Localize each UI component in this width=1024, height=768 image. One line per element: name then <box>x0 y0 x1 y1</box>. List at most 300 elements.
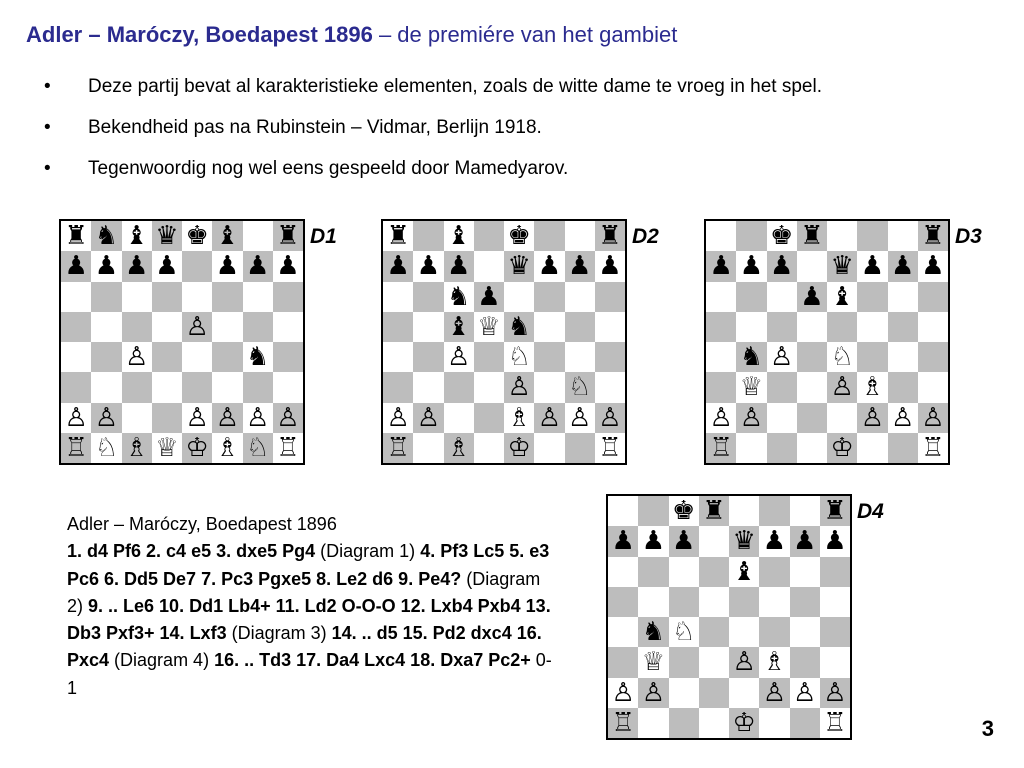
board-square <box>383 433 413 463</box>
board-square <box>638 647 668 677</box>
board-square <box>273 251 303 281</box>
board-square <box>444 342 474 372</box>
black-knight-icon: ♞ <box>94 221 119 252</box>
board-square <box>729 708 759 738</box>
board-square <box>122 433 152 463</box>
board-square <box>820 647 850 677</box>
bullet-item <box>44 76 822 98</box>
white-pawn-icon: ♙ <box>921 402 945 433</box>
board-square <box>918 372 948 402</box>
board-square <box>669 496 699 526</box>
board-square <box>827 221 857 251</box>
board-square <box>61 312 91 342</box>
board-square <box>91 251 121 281</box>
black-pawn-icon: ♟ <box>762 526 787 557</box>
board-square <box>918 433 948 463</box>
board-square <box>122 221 152 251</box>
white-pawn-icon: ♙ <box>276 402 300 433</box>
board-square <box>638 617 668 647</box>
board-square <box>474 282 504 312</box>
board-square <box>827 372 857 402</box>
board-square <box>736 251 766 281</box>
board-square <box>383 342 413 372</box>
black-pawn-icon: ♟ <box>416 251 441 282</box>
diagram-label-1: D1 <box>310 225 337 248</box>
board-square <box>827 403 857 433</box>
board-square <box>790 587 820 617</box>
move-text: 14. .. d5 15. Pd2 dxc4 16. Pxc4 <box>67 623 542 671</box>
white-king-icon: ♔ <box>185 432 209 463</box>
board-square <box>383 372 413 402</box>
black-knight-icon: ♞ <box>641 617 666 648</box>
board-square <box>706 282 736 312</box>
board-square <box>736 221 766 251</box>
board-square <box>504 282 534 312</box>
board-square <box>122 372 152 402</box>
move-text: 9. .. Le6 10. Dd1 Lb4+ 11. Ld2 O-O-O 12. Lxb4 Pxb4 13. Db3 Pxf3+ 14. Lxf3 <box>67 595 551 644</box>
black-knight-icon: ♞ <box>507 311 531 342</box>
white-pawn-icon: ♙ <box>732 647 756 678</box>
board-square <box>182 251 212 281</box>
black-rook-icon: ♜ <box>598 221 622 252</box>
board-square <box>669 647 699 677</box>
black-pawn-icon: ♟ <box>386 251 410 282</box>
white-knight-icon: ♘ <box>507 342 531 373</box>
board-square <box>729 557 759 587</box>
board-square <box>534 312 564 342</box>
board-square <box>383 403 413 433</box>
board-square <box>638 526 668 556</box>
white-pawn-icon: ♙ <box>245 402 270 433</box>
board-square <box>790 647 820 677</box>
board-square <box>767 282 797 312</box>
board-square <box>413 282 443 312</box>
board-square <box>182 403 212 433</box>
board-square <box>565 433 595 463</box>
board-square <box>91 312 121 342</box>
white-pawn-icon: ♙ <box>611 677 635 708</box>
board-square <box>706 221 736 251</box>
white-rook-icon: ♖ <box>921 432 945 463</box>
black-king-icon: ♚ <box>185 221 209 252</box>
board-square <box>122 251 152 281</box>
white-knight-icon: ♘ <box>567 372 592 403</box>
black-pawn-icon: ♟ <box>792 526 817 557</box>
board-square <box>383 312 413 342</box>
black-pawn-icon: ♟ <box>94 251 119 282</box>
board-square <box>595 251 625 281</box>
board-square <box>182 312 212 342</box>
board-square <box>857 403 887 433</box>
board-square <box>820 587 850 617</box>
board-square <box>797 403 827 433</box>
board-square <box>413 342 443 372</box>
white-pawn-icon: ♙ <box>94 402 119 433</box>
board-square <box>565 221 595 251</box>
board-square <box>565 372 595 402</box>
board-square <box>767 403 797 433</box>
slide-title-main: Adler – Maróczy, Boedapest 1896 <box>26 22 373 47</box>
board-square <box>474 433 504 463</box>
board-square <box>759 708 789 738</box>
board-square <box>413 403 443 433</box>
board-square <box>91 282 121 312</box>
bullet-icon: • <box>44 158 51 179</box>
board-square <box>820 708 850 738</box>
board-square <box>888 251 918 281</box>
board-square <box>669 557 699 587</box>
board-square <box>474 403 504 433</box>
white-pawn-icon: ♙ <box>830 372 854 403</box>
board-square <box>638 587 668 617</box>
chess-diagram-1 <box>59 219 305 465</box>
white-queen-icon: ♕ <box>641 647 666 678</box>
board-square <box>790 708 820 738</box>
move-text: 4. Pf3 Lc5 5. e3 Pc6 6. Dd5 De7 7. Pc3 Pgxe5 8. Le2 d6 9. Pe4? <box>67 541 550 589</box>
board-square <box>820 678 850 708</box>
board-square <box>888 221 918 251</box>
board-square <box>857 342 887 372</box>
black-pawn-icon: ♟ <box>567 251 592 282</box>
board-square <box>857 251 887 281</box>
white-rook-icon: ♖ <box>709 432 733 463</box>
black-pawn-icon: ♟ <box>823 526 847 557</box>
board-square <box>759 587 789 617</box>
comment-text: (Diagram 3) <box>226 623 332 644</box>
board-square <box>61 433 91 463</box>
board-square <box>91 433 121 463</box>
black-bishop-icon: ♝ <box>446 311 471 342</box>
board-square <box>918 403 948 433</box>
black-king-icon: ♚ <box>671 496 696 527</box>
board-square <box>122 312 152 342</box>
white-pawn-icon: ♙ <box>215 402 240 433</box>
board-square <box>918 251 948 281</box>
board-square <box>534 251 564 281</box>
board-square <box>212 221 242 251</box>
board-square <box>729 587 759 617</box>
board-square <box>736 282 766 312</box>
diagram-label-4: D4 <box>857 500 884 523</box>
black-queen-icon: ♛ <box>507 251 531 282</box>
white-knight-icon: ♘ <box>671 617 696 648</box>
board-square <box>706 342 736 372</box>
board-square <box>706 372 736 402</box>
black-queen-icon: ♛ <box>732 526 756 557</box>
board-square <box>504 342 534 372</box>
board-square <box>608 678 638 708</box>
board-square <box>857 221 887 251</box>
board-square <box>273 221 303 251</box>
white-king-icon: ♔ <box>507 432 531 463</box>
white-knight-icon: ♘ <box>830 342 854 373</box>
board-square <box>699 526 729 556</box>
board-square <box>790 496 820 526</box>
white-pawn-icon: ♙ <box>598 402 622 433</box>
black-rook-icon: ♜ <box>276 221 300 252</box>
board-square <box>182 433 212 463</box>
board-square <box>699 496 729 526</box>
board-square <box>699 587 729 617</box>
bullet-text: Deze partij bevat al karakteristieke elementen, zoals de witte dame te vroeg in het spel. <box>88 76 822 97</box>
diagram-label-3: D3 <box>955 225 982 248</box>
board-square <box>827 342 857 372</box>
white-pawn-icon: ♙ <box>185 311 209 342</box>
chess-diagram-3 <box>704 219 950 465</box>
black-pawn-icon: ♟ <box>769 251 794 282</box>
black-pawn-icon: ♟ <box>598 251 622 282</box>
board-square <box>827 433 857 463</box>
board-square <box>152 221 182 251</box>
board-square <box>669 617 699 647</box>
board-square <box>413 312 443 342</box>
board-square <box>669 678 699 708</box>
black-pawn-icon: ♟ <box>890 251 915 282</box>
board-square <box>759 617 789 647</box>
board-square <box>474 221 504 251</box>
white-pawn-icon: ♙ <box>769 342 794 373</box>
board-square <box>767 433 797 463</box>
board-square <box>474 251 504 281</box>
board-square <box>699 708 729 738</box>
black-pawn-icon: ♟ <box>276 251 300 282</box>
black-queen-icon: ♛ <box>830 251 854 282</box>
board-square <box>857 372 887 402</box>
board-square <box>767 372 797 402</box>
board-square <box>797 342 827 372</box>
board-square <box>699 678 729 708</box>
black-pawn-icon: ♟ <box>64 251 88 282</box>
board-square <box>827 251 857 281</box>
white-knight-icon: ♘ <box>94 432 119 463</box>
board-square <box>565 342 595 372</box>
board-square <box>736 312 766 342</box>
board-square <box>790 557 820 587</box>
board-square <box>243 221 273 251</box>
white-bishop-icon: ♗ <box>860 372 885 403</box>
board-square <box>827 312 857 342</box>
board-square <box>413 251 443 281</box>
black-bishop-icon: ♝ <box>446 221 471 252</box>
board-square <box>91 221 121 251</box>
game-notation <box>67 511 557 702</box>
white-bishop-icon: ♗ <box>762 647 787 678</box>
board-square <box>736 433 766 463</box>
board-square <box>565 403 595 433</box>
board-square <box>595 342 625 372</box>
bullet-item <box>44 117 822 139</box>
board-square <box>565 282 595 312</box>
board-square <box>182 282 212 312</box>
board-square <box>534 372 564 402</box>
board-square <box>608 526 638 556</box>
board-square <box>504 403 534 433</box>
board-square <box>736 403 766 433</box>
move-text: 1. d4 Pf6 2. c4 e5 3. dxe5 Pg4 <box>67 541 316 562</box>
board-square <box>790 678 820 708</box>
white-pawn-icon: ♙ <box>124 342 149 373</box>
board-square <box>608 557 638 587</box>
game-header: Adler – Maróczy, Boedapest 1896 <box>67 514 337 534</box>
board-square <box>444 403 474 433</box>
board-square <box>152 372 182 402</box>
slide-title-subtitle: – de premiére van het gambiet <box>372 22 678 47</box>
board-square <box>565 312 595 342</box>
white-bishop-icon: ♗ <box>446 432 471 463</box>
black-bishop-icon: ♝ <box>215 221 240 252</box>
black-pawn-icon: ♟ <box>477 281 501 312</box>
board-square <box>797 312 827 342</box>
white-king-icon: ♔ <box>830 432 854 463</box>
board-square <box>534 282 564 312</box>
board-square <box>638 708 668 738</box>
white-rook-icon: ♖ <box>64 432 88 463</box>
board-square <box>790 526 820 556</box>
white-king-icon: ♔ <box>732 707 756 738</box>
board-square <box>383 282 413 312</box>
white-pawn-icon: ♙ <box>890 402 915 433</box>
board-square <box>91 342 121 372</box>
board-square <box>699 617 729 647</box>
board-square <box>212 312 242 342</box>
chess-diagram-2 <box>381 219 627 465</box>
board-square <box>444 312 474 342</box>
board-square <box>91 403 121 433</box>
board-square <box>504 372 534 402</box>
white-pawn-icon: ♙ <box>567 402 592 433</box>
board-square <box>243 282 273 312</box>
board-square <box>888 372 918 402</box>
board-square <box>122 282 152 312</box>
black-pawn-icon: ♟ <box>739 251 764 282</box>
board-square <box>243 433 273 463</box>
board-square <box>152 312 182 342</box>
black-pawn-icon: ♟ <box>709 251 733 282</box>
black-pawn-icon: ♟ <box>245 251 270 282</box>
board-square <box>383 221 413 251</box>
white-rook-icon: ♖ <box>598 432 622 463</box>
bullet-item <box>44 158 822 180</box>
black-pawn-icon: ♟ <box>860 251 885 282</box>
board-square <box>638 557 668 587</box>
diagram-label-2: D2 <box>632 225 659 248</box>
white-pawn-icon: ♙ <box>64 402 88 433</box>
board-square <box>243 372 273 402</box>
white-pawn-icon: ♙ <box>709 402 733 433</box>
board-square <box>212 342 242 372</box>
board-square <box>152 403 182 433</box>
black-pawn-icon: ♟ <box>921 251 945 282</box>
white-pawn-icon: ♙ <box>446 342 471 373</box>
board-square <box>729 678 759 708</box>
white-bishop-icon: ♗ <box>507 402 531 433</box>
black-pawn-icon: ♟ <box>537 251 562 282</box>
board-square <box>273 312 303 342</box>
board-square <box>212 282 242 312</box>
board-square <box>759 526 789 556</box>
board-square <box>669 708 699 738</box>
board-square <box>736 372 766 402</box>
board-square <box>182 372 212 402</box>
board-square <box>212 372 242 402</box>
board-square <box>152 282 182 312</box>
board-square <box>61 372 91 402</box>
comment-text: (Diagram 2) <box>67 568 541 616</box>
board-square <box>759 647 789 677</box>
white-pawn-icon: ♙ <box>641 677 666 708</box>
board-square <box>413 433 443 463</box>
board-square <box>790 617 820 647</box>
board-square <box>827 282 857 312</box>
white-rook-icon: ♖ <box>611 707 635 738</box>
board-square <box>595 282 625 312</box>
black-rook-icon: ♜ <box>800 221 824 252</box>
board-square <box>595 312 625 342</box>
board-square <box>383 251 413 281</box>
board-square <box>759 496 789 526</box>
white-pawn-icon: ♙ <box>792 677 817 708</box>
board-square <box>444 282 474 312</box>
bullet-icon: • <box>44 76 51 97</box>
black-king-icon: ♚ <box>769 221 794 252</box>
board-square <box>61 282 91 312</box>
black-knight-icon: ♞ <box>446 281 471 312</box>
move-text: 16. .. Td3 17. Da4 Lxc4 18. Dxa7 Pc2+ <box>214 650 531 671</box>
chess-diagram-4 <box>606 494 852 740</box>
board-square <box>820 617 850 647</box>
board-square <box>918 282 948 312</box>
game-moves <box>67 541 552 697</box>
board-square <box>273 282 303 312</box>
board-square <box>638 678 668 708</box>
board-square <box>152 342 182 372</box>
board-square <box>534 342 564 372</box>
board-square <box>759 557 789 587</box>
board-square <box>669 526 699 556</box>
white-rook-icon: ♖ <box>386 432 410 463</box>
white-pawn-icon: ♙ <box>386 402 410 433</box>
board-square <box>706 433 736 463</box>
board-square <box>61 403 91 433</box>
board-square <box>212 433 242 463</box>
board-square <box>474 372 504 402</box>
black-pawn-icon: ♟ <box>611 526 635 557</box>
board-square <box>638 496 668 526</box>
board-square <box>413 221 443 251</box>
white-pawn-icon: ♙ <box>185 402 209 433</box>
bullet-icon: • <box>44 117 51 138</box>
board-square <box>767 312 797 342</box>
board-square <box>888 433 918 463</box>
board-square <box>595 372 625 402</box>
board-square <box>212 403 242 433</box>
board-square <box>608 496 638 526</box>
black-pawn-icon: ♟ <box>671 526 696 557</box>
board-square <box>767 342 797 372</box>
board-square <box>767 251 797 281</box>
board-square <box>608 708 638 738</box>
board-square <box>918 221 948 251</box>
board-square <box>444 372 474 402</box>
board-square <box>243 312 273 342</box>
black-pawn-icon: ♟ <box>155 251 179 282</box>
black-queen-icon: ♛ <box>155 221 179 252</box>
board-square <box>444 251 474 281</box>
board-square <box>534 403 564 433</box>
board-square <box>243 403 273 433</box>
white-pawn-icon: ♙ <box>739 402 764 433</box>
board-square <box>474 312 504 342</box>
